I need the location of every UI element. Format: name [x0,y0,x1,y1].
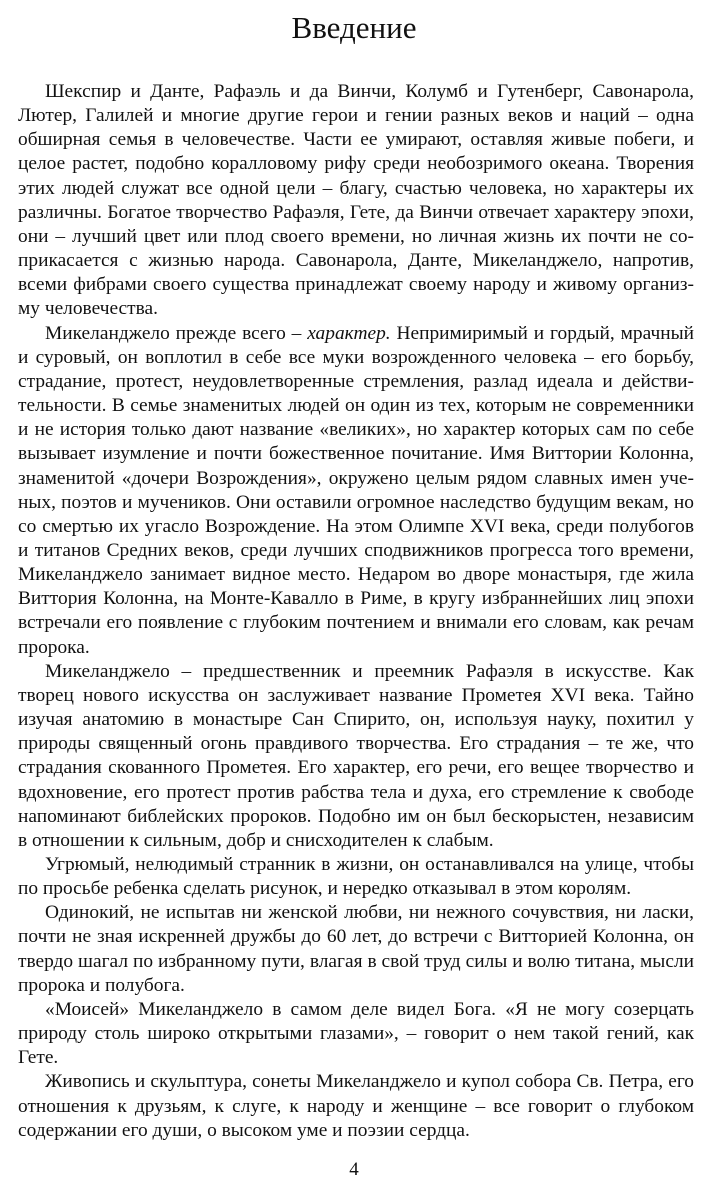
paragraph-3: Микеланджело – предшественник и преемник Рафаэля в искусстве. Как творец нового искусства он заслуживает название Прометея XVI века. Тайно изучая анатомию в монастыре Сан Спирито, он, используя науку, похитил у природы священный огонь правдивого творчества. Его страдания – те же, что страдания скованного Прометея. Его характер, его речи, его вещее творчество и вдохновение, его протест против рабства тела и духа, его стремление к свободе напоминают библейских пророков. Подобно им он был бескорыстен, независим в отношении к сильным, добр и снисходителен к слабым. [18,660,694,851]
paragraph-6: «Моисей» Микеланджело в самом деле видел Бога. «Я не могу созерцать природу столь широко открытыми глазами», – говорит о нем такой гений, как Гете. [18,998,694,1069]
chapter-title: Введение [291,10,417,45]
paragraph-1: Шекспир и Данте, Рафаэль и да Винчи, Колумб и Гутенберг, Савонарола, Лютер, Галилей и многие другие герои и гении разных веков и наций – одна обширная семья в человечестве. Части ее умирают, оставляя живые побеги, и целое растет, подобно коралловому рифу среди необозримого океана. Творения этих людей служат все одной цели – благу, счастью человека, но характеры их различны. Богатое творчество Рафаэля, Гете, да Винчи отвечает характеру эпохи, они – лучший цвет или плод своего времени, но личная жизнь их почти не соприкасается с жизнью народа. Савонарола, Данте, Микеланджело, напротив, всеми фибрами своего существа принадлежат своему народу и живому организму человечества. [18,81,694,320]
chapter-body [18,80,694,1143]
paragraph-2 [18,322,694,660]
paragraph-2-rest: Непримиримый и гордый, мрачный и суровый, он воплотил в себе все муки возрожденного человека – его борьбу, страдание, протест, неудовлетворенные стремления, разлад идеала и действительности. В семье знаменитых людей он один из тех, которым не современники и не история только дают название «великих», но характер которых сам по себе вызывает изумление и почти божественное почитание. Имя Виттории Колонна, знаменитой «дочери Возрождения», окружено целым рядом славных имен ученых, поэтов и мучеников. Они оставили огромное наследство будущим векам, но со смертью их угасло Возрождение. На этом Олимпе XVI века, среди полубогов и титанов Средних веков, среди лучших сподвижников прогресса того времени, Микеланджело занимает видное место. Недаром во дворе монастыря, где жила Виттория Колонна, на Монте-Кавалло в Риме, в кругу избраннейших лиц эпохи встречали его появление с глубоким почтением и внимали его словам, как речам пророка. [18,322,694,658]
paragraph-5: Одинокий, не испытав ни женской любви, ни нежного сочувствия, ни ласки, почти не зная искренней дружбы до 60 лет, до встречи с Витторией Колонна, он твердо шагал по избранному пути, влагая в свой труд силы и волю титана, мысли пророка и полубога. [18,902,694,996]
paragraph-2-lead: Микеланджело прежде всего – [45,322,308,344]
paragraph-2-emphasis: характер. [307,322,391,344]
page-number: 4 [349,1159,359,1180]
paragraph-4: Угрюмый, нелюдимый странник в жизни, он останавливался на улице, чтобы по просьбе ребенка сделать рисунок, и нередко отказывал в этом королям. [18,854,694,900]
paragraph-7: Живопись и скульптура, сонеты Микеланджело и купол собора Св. Петра, его отношения к друзьям, к слуге, к народу и женщине – все говорит о глубоком содержании его души, о высоком уме и поэзии сердца. [18,1071,694,1141]
